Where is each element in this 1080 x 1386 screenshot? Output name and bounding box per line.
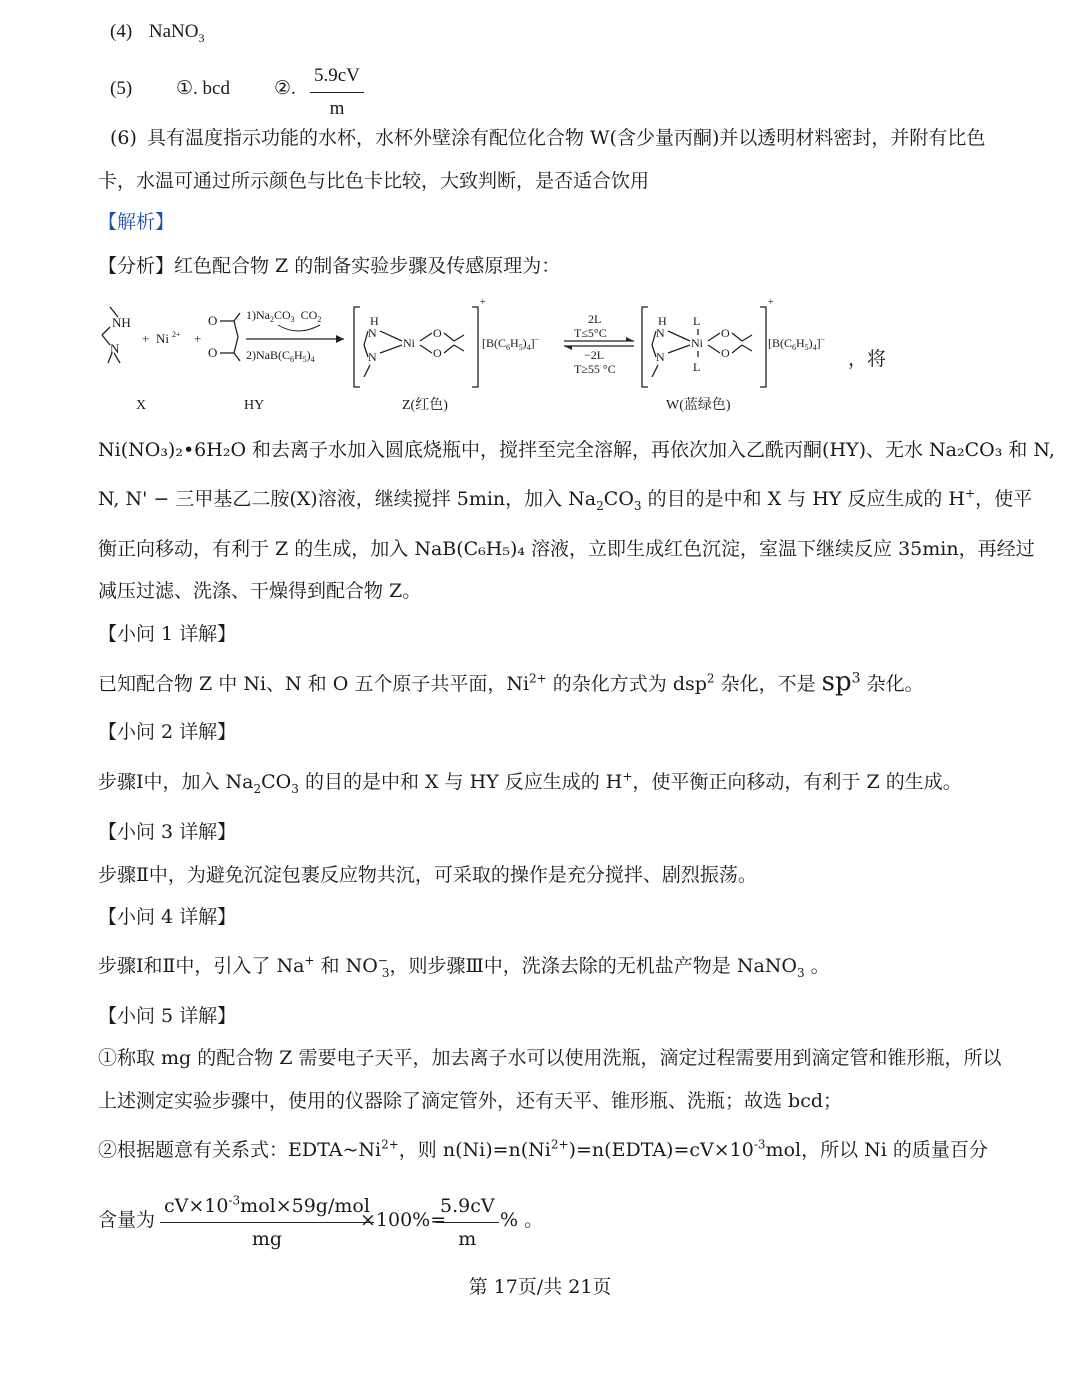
q5-frac1-num-b: -3 (228, 1193, 241, 1208)
ni-charge: 2+ (172, 330, 181, 339)
analysis-heading: 【解析】 (98, 211, 175, 233)
q5-fraction-2 (436, 1192, 499, 1253)
procedure-line-2: N, N' − 三甲基乙二胺(X)溶液，继续搅拌 5min，加入 $Na_2CO_3$ 的目的是中和 X 与 HY 反应生成的 H+，使平 (98, 486, 1033, 513)
answer-5 (110, 62, 1010, 122)
q5-line-3g: mol，所以 Ni 的质量百分 (765, 1139, 988, 1161)
ligand-l-top: L (693, 314, 701, 328)
n-label-z1: N (368, 326, 377, 340)
reaction-scheme (98, 295, 998, 420)
q5-line-3: ②根据题意有关系式：$EDTA\sim Ni^{2+}$，则 $n(Ni)=n(Ni^{2+})=n(EDTA)=cV\times 10^{-3}mol$，所以 Ni 的质量百分 (98, 1137, 988, 1161)
o-label-w1: O (721, 326, 730, 340)
ligand-l-bottom: L (693, 360, 701, 374)
q4-text-a: 步骤Ⅰ和Ⅱ中，引入了 Na (98, 955, 305, 977)
procedure-line-2a: N, N' − 三甲基乙二胺(X)溶液，继续搅拌 5min，加入 Na (98, 488, 597, 510)
ni-center-w: Ni (691, 336, 703, 350)
counter-ion-z: $[B(C_6H_5)_4]^-$ (482, 335, 540, 352)
co2-release-arrow (278, 325, 320, 331)
counter-ion-w: $[B(C_6H_5)_4]^-$ (768, 335, 826, 352)
label-z: Z(红色) (402, 398, 448, 413)
q5-line-4-prefix: 含量为 (98, 1209, 156, 1231)
q5-line-4 (98, 1190, 1010, 1250)
reaction-arrow-head (336, 335, 344, 343)
q1-text (98, 668, 1010, 698)
o-label-z2: O (433, 346, 442, 360)
nh-label: NH (112, 315, 131, 330)
fraction-numerator: 5.9cV (310, 62, 364, 93)
q5-frac1-den: mg (251, 1228, 283, 1250)
procedure-line-2c: 的目的是中和 X 与 HY 反应生成的 H (641, 488, 965, 510)
q5-line-3f: -3 (753, 1137, 766, 1152)
procedure-line-1: Ni(NO₃)₂•6H₂O 和去离子水加入圆底烧瓶中，搅拌至完全溶解，再依次加入乙酰丙酮(HY)、无水 Na₂CO₃ 和 N, (98, 439, 1055, 461)
o-label-top: O (208, 313, 218, 328)
q2-text: 步骤Ⅰ中，加入 $Na_2CO_3$ 的目的是中和 X 与 HY 反应生成的 H+，使平衡正向移动，有利于 Z 的生成。 (98, 769, 962, 796)
o-label-w2: O (721, 346, 730, 360)
forward-arrow-head (626, 337, 634, 341)
answer-6-label: (6) (110, 127, 137, 149)
q1-text-b: 的杂化方式为 dsp (546, 673, 707, 695)
q5-frac2-den: m (458, 1228, 477, 1250)
forward-condition-top: 2L (588, 312, 602, 326)
q3-text: 步骤Ⅱ中，为避免沉淀包裹反应物共沉，可采取的操作是充分搅拌、剧烈振荡。 (98, 864, 757, 886)
procedure-line-3: 衡正向移动，有利于 Z 的生成，加入 NaB(C₆H₅)₄ 溶液，立即生成红色沉淀，室温下继续反应 35min，再经过 (98, 538, 1035, 560)
q5-frac2-num: 5.9cV (436, 1192, 499, 1223)
q4-text-c: ，则步骤Ⅲ中，洗涤去除的无机盐产物是 NaNO (389, 955, 797, 977)
q5-line-3c: (Ni)=n(Ni (455, 1139, 551, 1161)
n-label-z2: N (368, 350, 377, 364)
q5-line-3a: ②根据题意有关系式：EDTA~Ni (98, 1139, 382, 1161)
q4-text-b: 和 NO (314, 955, 378, 977)
step1-label: $1)Na_2CO_3$ $CO_2$ (246, 308, 322, 324)
ni-ion: Ni (156, 331, 169, 346)
forward-condition-bottom: T≤5°C (574, 326, 607, 340)
answer-5-part1 (176, 75, 230, 103)
q1-ni-charge: 2+ (529, 671, 547, 686)
q1-sp: sp (821, 667, 852, 697)
q1-dsp-sup: 2 (706, 671, 715, 686)
q2-heading: 【小问 2 详解】 (98, 721, 237, 743)
q1-heading: 【小问 1 详解】 (98, 623, 237, 645)
q5-line-3b: ，则 n (398, 1139, 456, 1161)
q2-text-d: ，使平衡正向移动，有利于 Z 的生成。 (632, 771, 962, 793)
answer-6-text1: 具有温度指示功能的水杯，水杯外壁涂有配位化合物 W(含少量丙酮)并以透明材料密封，并附有比色 (146, 127, 986, 149)
q1-sp-sup: 3 (851, 670, 861, 687)
answer-6-line1 (110, 124, 1010, 152)
reverse-condition-bottom: T≥55 °C (574, 362, 616, 376)
q2-text-c: 的目的是中和 X 与 HY 反应生成的 H (298, 771, 623, 793)
q1-text-c: 杂化，不是 (714, 673, 822, 695)
q5-middle: ×100%= (360, 1209, 447, 1231)
q1-text-a: 已知配合物 Z 中 Ni、N 和 O 五个原子共平面， (98, 673, 507, 695)
o-label-z1: O (433, 326, 442, 340)
q3-heading: 【小问 3 详解】 (98, 821, 237, 843)
q4-text: 步骤Ⅰ和Ⅱ中，引入了 Na+ 和 $NO^-_3$，则步骤Ⅲ中，洗涤去除的无机盐产物是 NaNO$_3$ 。 (98, 953, 830, 980)
q2-text-b: CO (261, 771, 292, 793)
q5-fraction-1 (160, 1192, 374, 1253)
plus-sign-2: + (194, 331, 202, 346)
n-label: N (110, 341, 120, 356)
procedure-line-4: 减压过滤、洗涤、干燥得到配合物 Z。 (98, 580, 422, 602)
answer-4-label: (4) (110, 21, 133, 42)
label-x: X (136, 398, 147, 413)
answer-4-value: NaNO (148, 21, 199, 42)
reverse-arrow-head (564, 346, 572, 350)
plus-sign: + (142, 331, 150, 346)
part1-marker: ①. (176, 78, 198, 99)
q5-line-3e: (EDTA)=cV×10 (604, 1139, 754, 1161)
h-label: H (370, 314, 379, 328)
q5-frac1-num-a: cV×10 (164, 1195, 229, 1217)
analysis-intro: 【分析】红色配合物 Z 的制备实验步骤及传感原理为： (98, 255, 561, 277)
q5-line-2: 上述测定实验步骤中，使用的仪器除了滴定管外，还有天平、锥形瓶、洗瓶；故选 bcd； (98, 1090, 843, 1112)
q5-line-1: ①称取 mg 的配合物 Z 需要电子天平，加去离子水可以使用洗瓶，滴定过程需要用到滴定管和锥形瓶，所以 (98, 1047, 1002, 1069)
answer-5-fraction (310, 62, 364, 123)
label-hy: HY (244, 398, 265, 413)
q4-text-d: 。 (804, 955, 830, 977)
procedure-line-2b: CO (603, 488, 634, 510)
fraction-denominator: m (329, 98, 345, 119)
q5-line-3d: )=n (568, 1139, 605, 1161)
step2-label: $2)NaB(C_6H_5)_4$ (246, 348, 315, 364)
w-charge: + (768, 297, 774, 308)
scheme-trailing-text: ，将 (848, 349, 887, 370)
answer-6-line2: 卡，水温可通过所示颜色与比色卡比较，大致判断，是否适合饮用 (98, 170, 650, 192)
answer-4 (110, 18, 1010, 46)
hy-structure (220, 313, 240, 361)
z-charge: + (480, 297, 486, 308)
n-label-w2: N (656, 350, 665, 364)
q5-heading: 【小问 5 详解】 (98, 1005, 237, 1027)
n-label-w1: N (656, 326, 665, 340)
h-label-w: H (658, 314, 667, 328)
answer-4-subscript: 3 (198, 30, 205, 45)
part1-value: bcd (202, 78, 230, 99)
label-w: W(蓝绿色) (666, 398, 731, 413)
answer-5-part2-marker: ②. (274, 78, 296, 99)
q4-heading: 【小问 4 详解】 (98, 906, 237, 928)
answer-5-label: (5) (110, 78, 133, 99)
procedure-line-2d: ，使平 (975, 488, 1033, 510)
q2-text-a: 步骤Ⅰ中，加入 Na (98, 771, 254, 793)
reverse-condition-top: −2L (584, 348, 605, 362)
q5-suffix: % 。 (500, 1209, 544, 1231)
o-label-bottom: O (208, 345, 218, 360)
ni-center-z: Ni (403, 336, 415, 350)
q5-frac1-num-c: mol×59g/mol (240, 1195, 370, 1217)
q1-ni: Ni (506, 673, 530, 695)
page-footer: 第 17页/共 21页 (468, 1276, 612, 1298)
q1-text-d: 杂化。 (860, 673, 924, 695)
